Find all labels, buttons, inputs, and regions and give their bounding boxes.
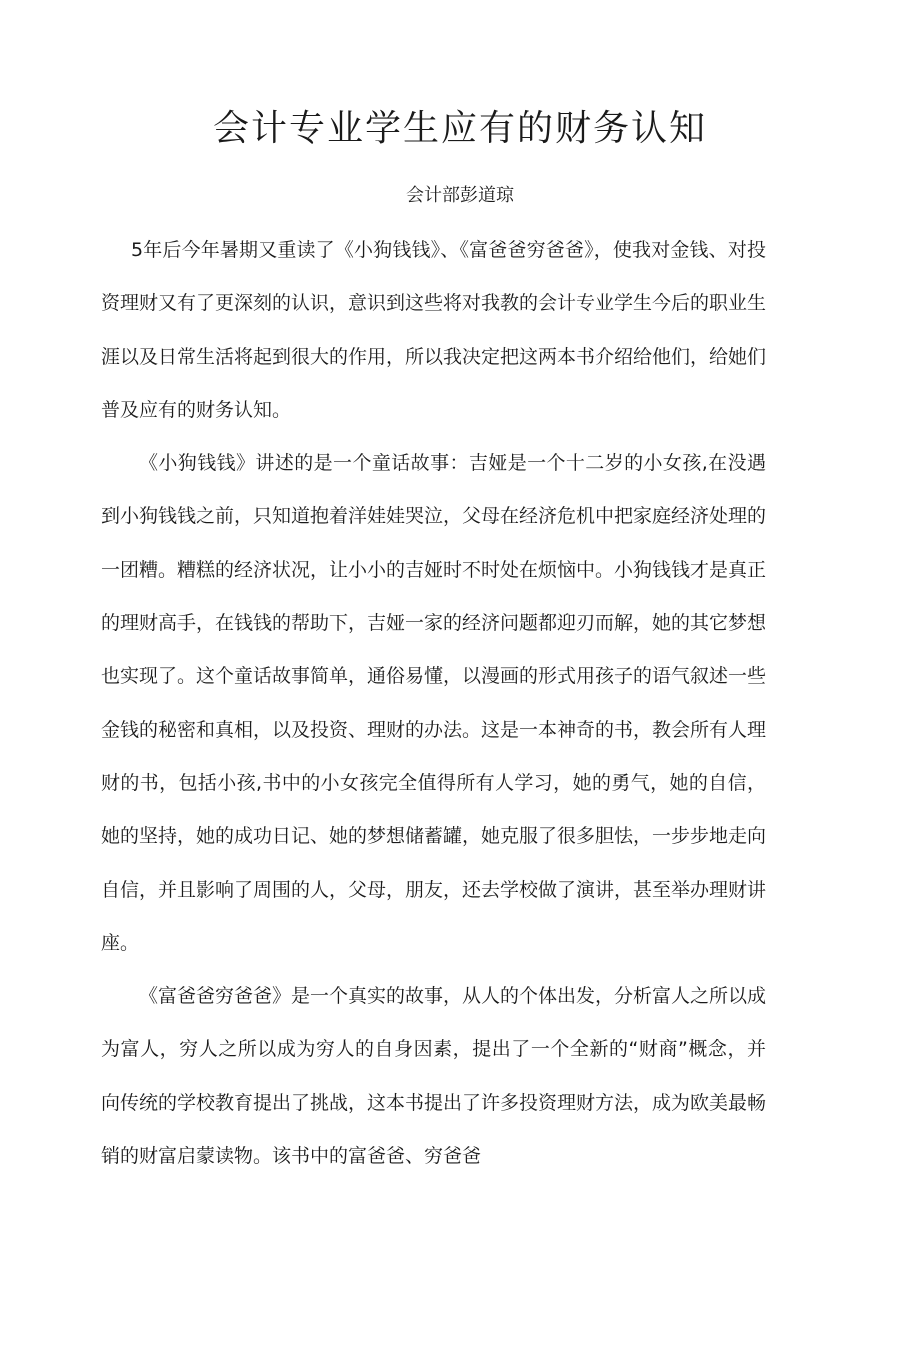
- paragraph: 5年后今年暑期又重读了《小狗钱钱》、《富爸爸穷爸爸》，使我对金钱、对投资理财又有了更深刻的认识，意识到这些将对我教的会计专业学生今后的职业生涯以及日常生活将起到很大的作用，所以我决定把这两本书介绍给他们，给她们普及应有的财务认知。: [101, 239, 767, 421]
- paragraph: 《富爸爸穷爸爸》是一个真实的故事，从人的个体出发，分析富人之所以成为富人，穷人之所以成为穷人的自身因素，提出了一个全新的“财商”概念，并向传统的学校教育提出了挑战，这本书提出了许多投资理财方法，成为欧美最畅销的财富启蒙读物。该书中的富爸爸、穷爸爸: [101, 985, 767, 1168]
- document-title: 会计专业学生应有的财务认知: [212, 108, 707, 149]
- paragraph: 《小狗钱钱》讲述的是一个童话故事：吉娅是一个十二岁的小女孩,在没遇到小狗钱钱之前，只知道抱着洋娃娃哭泣，父母在经济危机中把家庭经济处理的一团糟。糟糕的经济状况，让小小的吉娅时不时处在烦恼中。小狗钱钱才是真正的理财高手，在钱钱的帮助下，吉娅一家的经济问题都迎刃而解，她的其它梦想也实现了。这个童话故事简单，通俗易懂，以漫画的形式用孩子的语气叙述一些金钱的秘密和真相，以及投资、理财的办法。这是一本神奇的书，教会所有人理财的书，包括小孩,书中的小女孩完全值得所有人学习，她的勇气，她的自信，她的坚持，她的成功日记、她的梦想储蓄罐，她克服了很多胆怯，一步步地走向自信，并且影响了周围的人，父母，朋友，还去学校做了演讲，甚至举办理财讲座。: [101, 452, 767, 954]
- document-author: 会计部彭道琼: [406, 185, 514, 206]
- document-body: [101, 224, 766, 1183]
